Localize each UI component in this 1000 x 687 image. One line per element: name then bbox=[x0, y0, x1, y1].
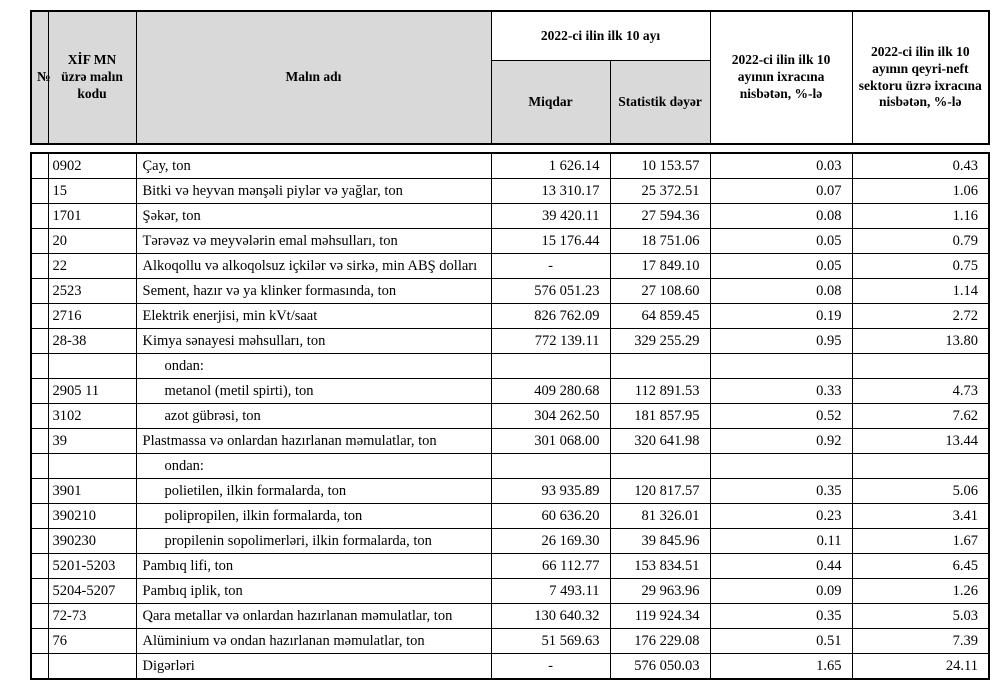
row-share-nonoil: 1.26 bbox=[852, 579, 989, 604]
table-row bbox=[31, 454, 989, 479]
row-code bbox=[48, 654, 136, 680]
row-code bbox=[48, 354, 136, 379]
row-name: Qara metallar və onlardan hazırlanan məmulatlar, ton bbox=[136, 604, 491, 629]
row-share-export: 0.05 bbox=[710, 229, 852, 254]
row-name: Şəkər, ton bbox=[136, 204, 491, 229]
table-row bbox=[31, 229, 989, 254]
row-share-export: 0.08 bbox=[710, 204, 852, 229]
table-row bbox=[31, 629, 989, 654]
row-code: 2523 bbox=[48, 279, 136, 304]
row-share-nonoil: 4.73 bbox=[852, 379, 989, 404]
row-value: 18 751.06 bbox=[610, 229, 710, 254]
row-no bbox=[31, 629, 48, 654]
row-value: 576 050.03 bbox=[610, 654, 710, 680]
row-quantity bbox=[491, 354, 610, 379]
row-quantity: 304 262.50 bbox=[491, 404, 610, 429]
row-share-nonoil: 5.03 bbox=[852, 604, 989, 629]
row-no bbox=[31, 229, 48, 254]
row-name: Elektrik enerjisi, min kVt/saat bbox=[136, 304, 491, 329]
table-row bbox=[31, 429, 989, 454]
col-header-quantity: Miqdar bbox=[491, 61, 610, 145]
row-share-export: 0.95 bbox=[710, 329, 852, 354]
row-share-nonoil: 5.06 bbox=[852, 479, 989, 504]
table-row bbox=[31, 529, 989, 554]
row-share-nonoil: 1.67 bbox=[852, 529, 989, 554]
row-quantity: - bbox=[491, 654, 610, 680]
row-no bbox=[31, 153, 48, 179]
row-no bbox=[31, 479, 48, 504]
row-quantity: 26 169.30 bbox=[491, 529, 610, 554]
row-name: metanol (metil spirti), ton bbox=[136, 379, 491, 404]
row-quantity: 51 569.63 bbox=[491, 629, 610, 654]
row-no bbox=[31, 654, 48, 680]
row-share-export: 0.35 bbox=[710, 604, 852, 629]
row-name: Tərəvəz və meyvələrin emal məhsulları, ton bbox=[136, 229, 491, 254]
row-share-nonoil: 2.72 bbox=[852, 304, 989, 329]
row-no bbox=[31, 179, 48, 204]
row-name: Bitki və heyvan mənşəli piylər və yağlar, ton bbox=[136, 179, 491, 204]
row-quantity: 15 176.44 bbox=[491, 229, 610, 254]
row-code: 28-38 bbox=[48, 329, 136, 354]
row-no bbox=[31, 354, 48, 379]
row-share-nonoil: 0.43 bbox=[852, 153, 989, 179]
row-code: 2905 11 bbox=[48, 379, 136, 404]
row-quantity: 7 493.11 bbox=[491, 579, 610, 604]
row-no bbox=[31, 579, 48, 604]
row-name: Kimya sənayesi məhsulları, ton bbox=[136, 329, 491, 354]
row-no bbox=[31, 429, 48, 454]
row-name: azot gübrəsi, ton bbox=[136, 404, 491, 429]
row-value: 27 594.36 bbox=[610, 204, 710, 229]
row-value: 10 153.57 bbox=[610, 153, 710, 179]
row-share-export: 0.51 bbox=[710, 629, 852, 654]
row-name: Plastmassa və onlardan hazırlanan məmulatlar, ton bbox=[136, 429, 491, 454]
table-row bbox=[31, 579, 989, 604]
row-share-export: 0.52 bbox=[710, 404, 852, 429]
table-row bbox=[31, 654, 989, 680]
row-name: ondan: bbox=[136, 454, 491, 479]
row-share-export: 0.33 bbox=[710, 379, 852, 404]
row-value: 120 817.57 bbox=[610, 479, 710, 504]
row-quantity: 13 310.17 bbox=[491, 179, 610, 204]
row-quantity: 60 636.20 bbox=[491, 504, 610, 529]
row-name: ondan: bbox=[136, 354, 491, 379]
row-quantity: 66 112.77 bbox=[491, 554, 610, 579]
row-value: 81 326.01 bbox=[610, 504, 710, 529]
row-name: propilenin sopolimerləri, ilkin formalarda, ton bbox=[136, 529, 491, 554]
row-share-export: 0.03 bbox=[710, 153, 852, 179]
row-share-export: 0.05 bbox=[710, 254, 852, 279]
row-quantity: 1 626.14 bbox=[491, 153, 610, 179]
table-row bbox=[31, 379, 989, 404]
row-value: 112 891.53 bbox=[610, 379, 710, 404]
row-share-nonoil: 7.62 bbox=[852, 404, 989, 429]
row-code: 72-73 bbox=[48, 604, 136, 629]
row-no bbox=[31, 529, 48, 554]
row-share-export: 0.23 bbox=[710, 504, 852, 529]
row-share-export: 0.35 bbox=[710, 479, 852, 504]
row-value: 320 641.98 bbox=[610, 429, 710, 454]
col-header-share-nonoil: 2022-ci ilin ilk 10 ayının qeyri-neft sektoru üzrə ixracına nisbətən, %-lə bbox=[852, 11, 989, 144]
row-share-nonoil bbox=[852, 354, 989, 379]
row-name: Sement, hazır və ya klinker formasında, ton bbox=[136, 279, 491, 304]
row-code: 2716 bbox=[48, 304, 136, 329]
row-name: Alüminium və ondan hazırlanan məmulatlar, ton bbox=[136, 629, 491, 654]
table-row bbox=[31, 404, 989, 429]
row-value bbox=[610, 354, 710, 379]
col-header-value: Statistik dəyər bbox=[610, 61, 710, 145]
row-share-nonoil: 0.79 bbox=[852, 229, 989, 254]
row-code: 22 bbox=[48, 254, 136, 279]
export-table-body bbox=[30, 152, 990, 680]
col-header-period-group: 2022-ci ilin ilk 10 ayı bbox=[491, 11, 710, 61]
row-quantity bbox=[491, 454, 610, 479]
row-share-export: 0.07 bbox=[710, 179, 852, 204]
row-no bbox=[31, 329, 48, 354]
row-share-nonoil bbox=[852, 454, 989, 479]
row-quantity: 826 762.09 bbox=[491, 304, 610, 329]
row-value: 39 845.96 bbox=[610, 529, 710, 554]
row-no bbox=[31, 404, 48, 429]
table-row bbox=[31, 554, 989, 579]
row-no bbox=[31, 304, 48, 329]
row-quantity: 39 420.11 bbox=[491, 204, 610, 229]
table-body bbox=[31, 153, 989, 679]
row-name: Çay, ton bbox=[136, 153, 491, 179]
row-value: 181 857.95 bbox=[610, 404, 710, 429]
row-share-nonoil: 3.41 bbox=[852, 504, 989, 529]
row-code: 390230 bbox=[48, 529, 136, 554]
row-share-export: 0.08 bbox=[710, 279, 852, 304]
row-quantity: 772 139.11 bbox=[491, 329, 610, 354]
row-share-export: 0.44 bbox=[710, 554, 852, 579]
table-row bbox=[31, 254, 989, 279]
row-value: 329 255.29 bbox=[610, 329, 710, 354]
row-code bbox=[48, 454, 136, 479]
row-share-export: 1.65 bbox=[710, 654, 852, 680]
row-code: 3102 bbox=[48, 404, 136, 429]
row-value: 176 229.08 bbox=[610, 629, 710, 654]
row-quantity: - bbox=[491, 254, 610, 279]
row-code: 0902 bbox=[48, 153, 136, 179]
table-row bbox=[31, 504, 989, 529]
row-share-nonoil: 1.06 bbox=[852, 179, 989, 204]
row-value: 17 849.10 bbox=[610, 254, 710, 279]
row-share-nonoil: 1.16 bbox=[852, 204, 989, 229]
table-row bbox=[31, 179, 989, 204]
table-row bbox=[31, 279, 989, 304]
row-no bbox=[31, 604, 48, 629]
row-value: 64 859.45 bbox=[610, 304, 710, 329]
export-table-header bbox=[30, 10, 990, 145]
table-row bbox=[31, 304, 989, 329]
row-name: Alkoqollu və alkoqolsuz içkilər və sirkə, min ABŞ dolları bbox=[136, 254, 491, 279]
row-code: 1701 bbox=[48, 204, 136, 229]
row-quantity: 409 280.68 bbox=[491, 379, 610, 404]
row-no bbox=[31, 379, 48, 404]
row-share-export bbox=[710, 454, 852, 479]
table-row bbox=[31, 153, 989, 179]
row-value: 25 372.51 bbox=[610, 179, 710, 204]
row-share-nonoil: 6.45 bbox=[852, 554, 989, 579]
row-no bbox=[31, 254, 48, 279]
row-no bbox=[31, 204, 48, 229]
row-share-nonoil: 7.39 bbox=[852, 629, 989, 654]
row-no bbox=[31, 504, 48, 529]
row-share-export: 0.92 bbox=[710, 429, 852, 454]
row-value: 153 834.51 bbox=[610, 554, 710, 579]
row-code: 390210 bbox=[48, 504, 136, 529]
row-name: Pambıq iplik, ton bbox=[136, 579, 491, 604]
row-name: polietilen, ilkin formalarda, ton bbox=[136, 479, 491, 504]
table-row bbox=[31, 354, 989, 379]
col-header-no: № bbox=[31, 11, 48, 144]
col-header-name: Malın adı bbox=[136, 11, 491, 144]
row-no bbox=[31, 454, 48, 479]
row-name: polipropilen, ilkin formalarda, ton bbox=[136, 504, 491, 529]
row-value: 119 924.34 bbox=[610, 604, 710, 629]
row-share-nonoil: 1.14 bbox=[852, 279, 989, 304]
table-row bbox=[31, 329, 989, 354]
table-row bbox=[31, 604, 989, 629]
row-share-nonoil: 13.44 bbox=[852, 429, 989, 454]
row-share-nonoil: 24.11 bbox=[852, 654, 989, 680]
row-quantity: 576 051.23 bbox=[491, 279, 610, 304]
row-code: 39 bbox=[48, 429, 136, 454]
row-share-export: 0.09 bbox=[710, 579, 852, 604]
row-value: 29 963.96 bbox=[610, 579, 710, 604]
row-share-nonoil: 0.75 bbox=[852, 254, 989, 279]
row-code: 20 bbox=[48, 229, 136, 254]
row-name: Digərləri bbox=[136, 654, 491, 680]
row-share-export: 0.11 bbox=[710, 529, 852, 554]
row-quantity: 93 935.89 bbox=[491, 479, 610, 504]
col-header-code: XİF MN üzrə malın kodu bbox=[48, 11, 136, 144]
col-header-share-export: 2022-ci ilin ilk 10 ayının ixracına nisbətən, %-lə bbox=[710, 11, 852, 144]
row-value: 27 108.60 bbox=[610, 279, 710, 304]
table-row bbox=[31, 479, 989, 504]
row-no bbox=[31, 554, 48, 579]
row-code: 76 bbox=[48, 629, 136, 654]
row-share-export: 0.19 bbox=[710, 304, 852, 329]
row-code: 5204-5207 bbox=[48, 579, 136, 604]
row-code: 15 bbox=[48, 179, 136, 204]
row-share-export bbox=[710, 354, 852, 379]
table-row bbox=[31, 204, 989, 229]
row-quantity: 130 640.32 bbox=[491, 604, 610, 629]
row-quantity: 301 068.00 bbox=[491, 429, 610, 454]
row-value bbox=[610, 454, 710, 479]
row-share-nonoil: 13.80 bbox=[852, 329, 989, 354]
export-table bbox=[30, 10, 988, 680]
row-code: 5201-5203 bbox=[48, 554, 136, 579]
row-name: Pambıq lifi, ton bbox=[136, 554, 491, 579]
row-no bbox=[31, 279, 48, 304]
row-code: 3901 bbox=[48, 479, 136, 504]
